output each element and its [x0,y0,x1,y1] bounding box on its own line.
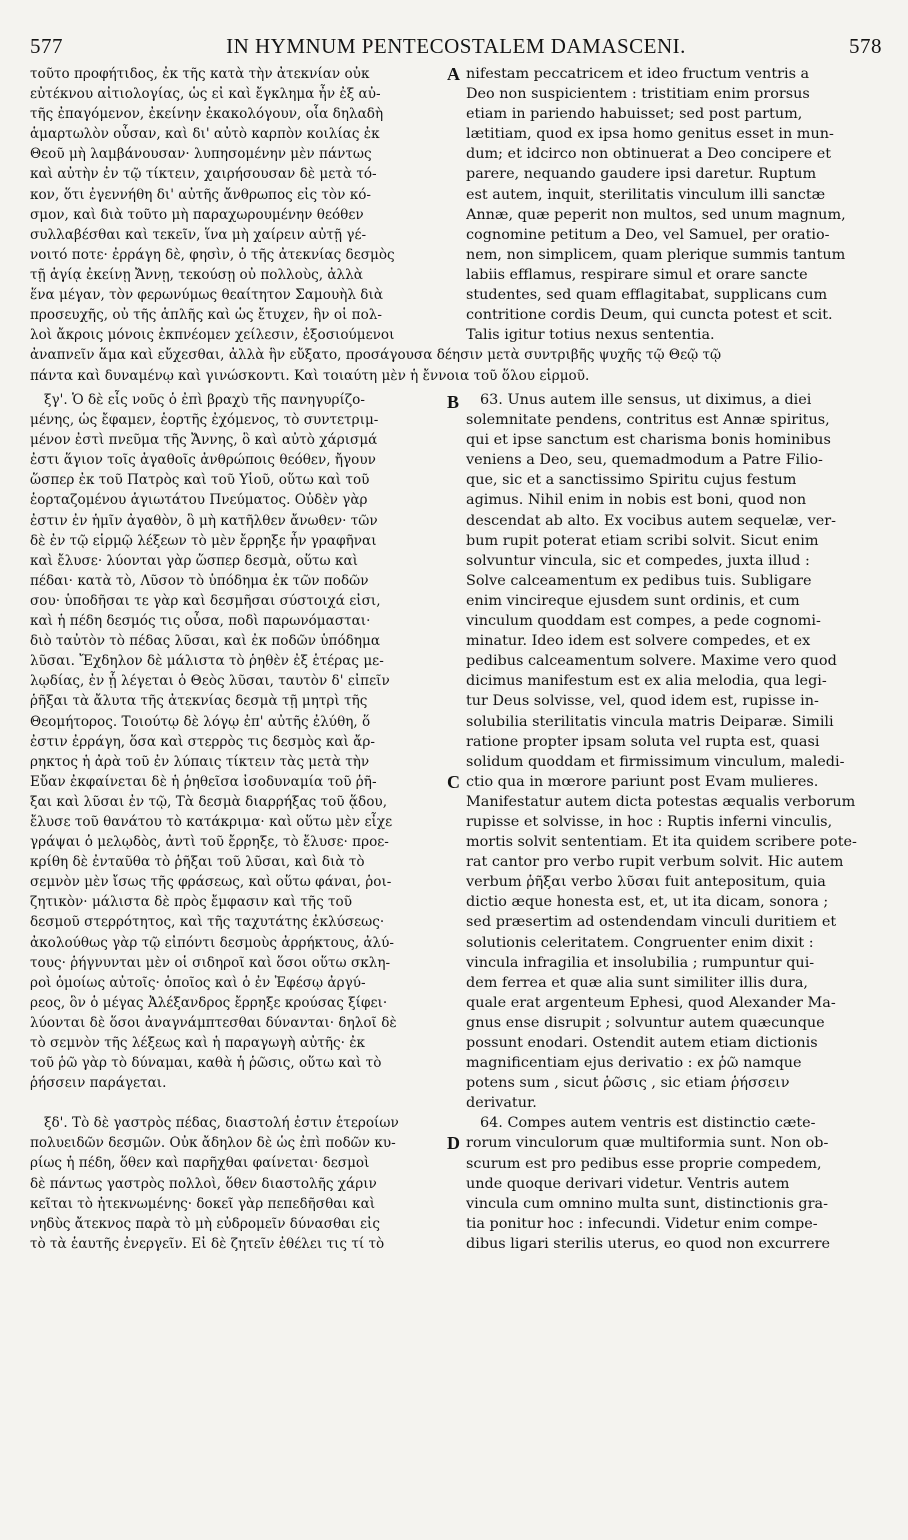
latin-paragraph-63 [466,390,882,1113]
text-line: πέδαι· κατὰ τὸ, Λῦσον τὸ ὑπόδημα ἐκ τῶν ποδῶν [30,572,369,589]
text-line: Annæ, quæ peperit non multos, sed unum magnum, [466,206,846,223]
text-line: κεῖται τὸ ἠτεκνωμένης· δοκεῖ γὰρ πεπεδῆσθαι καὶ [30,1195,376,1212]
text-line: ροὶ ὁμοίως αὐτοῖς· ὁποῖος καὶ ὁ ἐν Ἐφέσῳ ἀργύ- [30,974,366,991]
margin-marker-b: B [447,392,460,412]
text-line: quale erat argenteum Ephesi, quod Alexander Ma- [466,994,836,1011]
text-line: δὲ ἐν τῷ εἱρμῷ λέξεων τὸ μὲν ἔρρηξε ἦν γραφῆναι [30,532,377,549]
text-line: τὸ σεμνὸν τῆς λέξεως καὶ ἡ παραγωγὴ αὐτῆς· ἐκ [30,1035,366,1051]
text-line: καὶ ἔλυσε· λύονται γὰρ ὥσπερ δεσμὰ, οὕτω καὶ [30,552,358,569]
text-line: πολυειδῶν δεσμῶν. Οὐκ ἄδηλον δὲ ὡς ἐπὶ ποδῶν κυ- [30,1135,396,1152]
margin-marker-d: D [447,1133,460,1153]
text-line: agimus. Nihil enim in nobis est boni, quod non [466,492,807,509]
text-line: pedibus calceamentum solvere. Maxime vero quod [466,653,837,670]
text-line: δεσμοῦ στερρότητος, καὶ τῆς ταχυτάτης ἐκλύσεως· [30,914,385,931]
text-line: Talis igitur totius nexus sententia. [466,327,715,344]
text-line: νοιτό ποτε· ἐρράγη δὲ, φησὶν, ὁ τῆς ἀτεκνίας δεσμὸς [30,246,395,263]
text-line: contritione cordis Deum, qui cuncta potest et scit. [466,307,833,324]
text-line: ctio qua in mœrore pariunt post Evam mulieres. [466,773,819,790]
text-line: ἐστι ἅγιον τοῖς ἀγαθοῖς ἀνθρώποις θεόθεν, ἤγουν [30,452,376,469]
text-line: derivatur. [466,1095,537,1112]
text-line: qui et ipse sanctum est charisma bonis hominibus [466,432,831,449]
text-line: τῇ ἁγίᾳ ἐκείνῃ Ἄννῃ, τεκούσῃ οὐ πολλοὺς, ἀλλὰ [30,266,363,283]
text-line: ἔλυσε τοῦ θανάτου τὸ κατάκριμα· καὶ οὕτω μὲν εἶχε [30,813,393,830]
text-line: minatur. Ideo idem est solvere compedes, et ex [466,633,811,650]
page-number-left: 577 [30,34,63,58]
text-line: etiam in pariendo habuisset; sed post partum, [466,106,803,123]
text-line: καὶ αὐτὴν ἐν τῷ τίκτειν, χαιρήσουσαν δὲ μετὰ τό- [30,166,377,183]
text-line: descendat ab alto. Ex vocibus autem sequelæ, ver- [466,512,837,529]
text-line: mortis solvit sententiam. Et ita quidem scribere pote- [466,834,857,851]
text-line: ξαι καὶ λῦσαι ἐν τῷ, Τὰ δεσμὰ διαρρήξας τοῦ ᾅδου, [30,793,388,810]
text-line: vincula cum omnino multa sunt, distinctionis gra- [466,1195,828,1212]
text-line: solutionis celeritatem. Congruenter enim dixit : [466,934,814,951]
text-line: ἑορταζομένου ἁγιωτάτου Πνεύματος. Οὐδὲν γὰρ [30,492,368,509]
text-line: ἕνα μέγαν, τὸν φερωνύμως θεαίτητον Σαμουὴλ διὰ [30,287,383,304]
text-line: μένον ἐστὶ πνεῦμα τῆς Ἄννης, ὃ καὶ αὐτὸ χάρισμά [30,432,378,449]
text-line: tia ponitur hoc : infecundi. Videtur enim compe- [466,1215,818,1232]
text-line: verbum ῥῆξαι verbo λῦσαι fuit antepositum, quia [466,874,826,891]
text-line: possunt enodari. Ostendit autem etiam dictionis [466,1035,818,1051]
text-line: ratione propter ipsam soluta vel rupta est, quasi [466,733,820,750]
text-line: δὲ πάντως γαστρὸς πολλοὶ, ὅθεν διαστολῆς χάριν [30,1175,377,1192]
text-line: 64. Compes autem ventris est distinctio cæte- [480,1115,816,1132]
text-line: est autem, inquit, sterilitatis vinculum illi sanctæ [466,186,826,203]
text-line: dictio æque honesta est, et, ut ita dicam, sonora ; [466,894,829,911]
text-line: ἐστιν ἐν ἡμῖν ἀγαθὸν, ὃ μὴ κατῆλθεν ἄνωθεν· τῶν [30,512,378,529]
text-line: ξγ'. Ὁ δὲ εἷς νοῦς ὁ ἐπὶ βραχὺ τῆς πανηγυρίζο- [44,392,365,408]
text-line: τὸ τὰ ἑαυτῆς ἐνεργεῖν. Εἰ δὲ ζητεῖν ἐθέλει τις τί τὸ [30,1235,385,1252]
text-line: Manifestatur autem dicta potestas æqualis verborum [466,793,856,810]
text-line: προσευχῆς, οὐ τῆς ἁπλῆς καὶ ὡς ἔτυχεν, ἣν οἱ πολ- [30,307,383,324]
latin-column-lower [466,390,882,1254]
text-line: Εὔαν ἐκφαίνεται δὲ ἡ ῥηθεῖσα ἰσοδυναμία τοῦ ῥῆ- [30,773,377,790]
greek-paragraph-64 [30,1113,448,1254]
text-line: γράψαι ὁ μελῳδὸς, ἀντὶ τοῦ ἔρρηξε, τὸ ἔλυσε· προε- [30,834,389,851]
text-line: λῦσαι. Ἔχδηλον δὲ μάλιστα τὸ ῥηθὲν ἐξ ἑτέρας με- [30,653,384,670]
text-line: ἁμαρτωλὸν οὖσαν, καὶ δι' αὐτὸ καρπὸν κοιλίας ἐκ [30,126,380,143]
text-line: nem, non simplicem, quam plerique summis tantum [466,246,846,263]
text-line: dum; et idcirco non obtinuerat a Deo concipere et [466,146,832,163]
text-line: ἀκολούθως γὰρ τῷ εἰπόντι δεσμοὺς ἀρρήκτους, ἀλύ- [30,934,394,951]
text-line: ζητικὸν· μάλιστα δὲ πρὸς ἔμφασιν καὶ τῆς τοῦ [30,894,352,911]
text-line: ρεος, ὃν ὁ μέγας Ἀλέξανδρος ἔρρηξε κρούσας ξίφει· [30,994,388,1011]
text-line: 63. Unus autem ille sensus, ut diximus, a diei [480,392,812,408]
text-line: κρίθη δὲ ἐνταῦθα τὸ ῥῆξαι τοῦ λῦσαι, καὶ διὰ τὸ [30,854,365,871]
text-line: Θεομήτορος. Τοιούτῳ δὲ λόγῳ ἐπ' αὐτῆς ἐλύθη, ὅ [30,713,371,730]
text-line: rupisse et solvisse, in hoc : Ruptis inferni vinculis, [466,813,833,830]
text-line: vincula infragilia et insolubilia ; rumpuntur qui- [466,954,815,971]
margin-marker-c: C [447,772,460,792]
text-line: σεμνὸν μὲν ἴσως τῆς φράσεως, καὶ οὕτω φάναι, ῥοι- [30,874,392,891]
text-line: studentes, sed quam efflagitabat, supplicans cum [466,287,828,304]
latin-paragraph-1 [466,64,882,345]
text-line: ρίως ἡ πέδη, ὅθεν καὶ παρῆχθαι φαίνεται· δεσμοὶ [30,1155,370,1172]
text-line: parere, nequando gaudere ipsi daretur. Ruptum [466,166,817,183]
greek-paragraph-63 [30,390,448,1093]
text-line: Deo non suspicientem : tristitiam enim prorsus [466,86,810,103]
text-line: τῆς ἐπαγόμενον, ἐκείνην ἐκακολόγουν, οἷα δηλαδὴ [30,106,384,123]
text-line: nifestam peccatricem et ideo fructum ventris a [466,66,810,82]
text-line: dibus ligari sterilis uterus, eo quod non excurrere [466,1235,830,1252]
text-line: scurum est pro pedibus esse proprie compedem, [466,1155,822,1172]
full-width-line-1: ἀναπνεῖν ἅμα καὶ εὔχεσθαι, ἀλλὰ ἣν εὔξατο, προσάγουσα δέησιν μετὰ συντριβῆς ψυχῆς τῷ Θεῷ τῷ [30,347,722,363]
text-line: λοὶ ἄκροις μόνοις ἐκπνέομεν χείλεσιν, ἐξοσιούμενοι [30,327,395,344]
full-width-line-2: πάντα καὶ δυναμένῳ καὶ γινώσκοντι. Καὶ τοιαύτη μὲν ἡ ἔννοια τοῦ ὅλου εἱρμοῦ. [30,368,590,384]
text-line: unde quoque derivari videtur. Ventris autem [466,1175,790,1192]
text-line: τοῦ ῥῶ γὰρ τὸ δύναμαι, καθὰ ἡ ῥῶσις, οὕτω καὶ τὸ [30,1055,382,1072]
text-line: rat cantor pro verbo rupit verbum solvit. Hic autem [466,854,844,871]
text-line: καὶ ἡ πέδη δεσμός τις οὖσα, ποδὶ παρωνόμασται· [30,613,371,630]
text-line: labiis efflamus, respirare simul et orare sancte [466,266,808,283]
text-line: ἐστιν ἐρράγη, ὅσα καὶ στερρὸς τις δεσμὸς καὶ ἄρ- [30,733,375,750]
running-title: IN HYMNUM PENTECOSTALEM DAMASCENI. [226,34,686,58]
paragraph-gap [30,1093,448,1113]
text-line: que, sic et a sanctissimo Spiritu cujus festum [466,472,797,489]
text-line: cognomine petitum a Deo, vel Samuel, per oratio- [466,226,830,243]
text-line: sed præsertim ad ostendendam vinculi duritiem et [466,914,837,931]
text-line: solvuntur vincula, sic et compedes, juxta illud : [466,552,810,569]
text-line: εὐτέκνου αἰτιολογίας, ὡς εἰ καὶ ἔγκλημα ἦν ἐξ αὐ- [30,86,381,103]
text-line: veniens a Deo, seu, quemadmodum a Patre Filio- [466,452,823,469]
latin-column [466,64,882,345]
text-line: σμον, καὶ διὰ τοῦτο μὴ παραχωρουμένην θεόθεν [30,206,364,223]
text-line: solemnitate pendens, contritus est Annæ spiritus, [466,412,830,429]
text-line: dicimus manifestum est ex alia melodia, qua legi- [466,673,827,690]
text-line: potens sum , sicut ῥῶσις , sic etiam ῥήσσειν [466,1075,790,1092]
text-line: vinculum quoddam est compes, a pede cognomi- [466,613,821,630]
latin-paragraph-64 [466,1113,882,1254]
text-line: Θεοῦ μὴ λαμβάνουσαν· λυπησομένην μὲν πάντως [30,146,372,163]
margin-marker-a: A [447,64,460,84]
greek-column-lower [30,390,448,1254]
text-line: Solve calceamentum ex pedibus tuis. Subligare [466,572,812,589]
text-line: tur Deus solvisse, vel, quod idem est, rupisse in- [466,693,819,710]
text-line: νηδὺς ἄτεκνος παρὰ τὸ μὴ εὐδρομεῖν δύνασθαι εἰς [30,1215,380,1232]
text-line: λύονται δὲ ὅσοι ἀναγνάμπτεσθαι δύνανται· δηλοῖ δὲ [30,1014,397,1031]
text-line: ρηκτος ἡ ἀρὰ τοῦ ἐν λύπαις τίκτειν τὰς μετὰ τὴν [30,753,370,770]
greek-paragraph-1 [30,64,448,345]
text-line: solubilia sterilitatis vincula matris Deiparæ. Simili [466,713,834,730]
greek-column [30,64,448,345]
text-line: σου· ὑποδῆσαι τε γὰρ καὶ δεσμῆσαι σύστοιχά εἰσι, [30,592,381,609]
text-line: ῥῆξαι τὰ ἄλυτα τῆς ἀτεκνίας δεσμὰ τῇ μητρὶ τῆς [30,693,368,710]
text-line: τοῦτο προφήτιδος, ἐκ τῆς κατὰ τὴν ἀτεκνίαν οὐκ [30,66,370,82]
page-number-right: 578 [849,34,882,58]
text-line: κον, ὅτι ἐγεννήθη δι' αὐτῆς ἄνθρωπος εἰς τὸν κό- [30,186,371,203]
text-line: ὥσπερ ἐκ τοῦ Πατρὸς καὶ τοῦ Υἱοῦ, οὕτω καὶ τοῦ [30,472,370,489]
text-line: διὸ ταὐτὸν τὸ πέδας λῦσαι, καὶ ἐκ ποδῶν ὑπόδημα [30,633,381,650]
text-line: ῥήσσειν παράγεται. [30,1075,167,1092]
text-line: lætitiam, quod ex ipsa homo genitus esset in mun- [466,126,834,143]
text-line: συλλαβέσθαι καὶ τεκεῖν, ἵνα μὴ χαίρειν αὐτῇ γέ- [30,226,367,243]
text-line: gnus ense disrupit ; solvuntur autem quæcunque [466,1014,825,1031]
text-line: magnificentiam ejus derivatio : ex ῥῶ namque [466,1055,802,1072]
text-line: ξδ'. Τὸ δὲ γαστρὸς πέδας, διαστολή ἐστιν ἑτεροίων [44,1115,399,1132]
text-line: λῳδίας, ἐν ᾗ λέγεται ὁ Θεὸς λῦσαι, ταυτὸν δ' εἰπεῖν [30,673,390,690]
text-line: enim vincireque ejusdem sunt ordinis, et cum [466,592,800,609]
text-line: τους· ῥήγνυνται μὲν οἱ σιδηροῖ καὶ ὅσοι οὕτω σκλη- [30,954,391,971]
text-line: rorum vinculorum quæ multiformia sunt. Non ob- [466,1135,829,1152]
text-line: dem ferrea et quæ alia sunt similiter illis dura, [466,974,808,991]
running-header [30,34,882,60]
text-line: μένης, ὡς ἔφαμεν, ἑορτῆς ἐχόμενος, τὸ συντετριμ- [30,412,379,429]
text-line: bum rupit poterat etiam scribi solvit. Sicut enim [466,532,819,549]
text-line: solidum quoddam et firmissimum vinculum, maledi- [466,753,845,770]
